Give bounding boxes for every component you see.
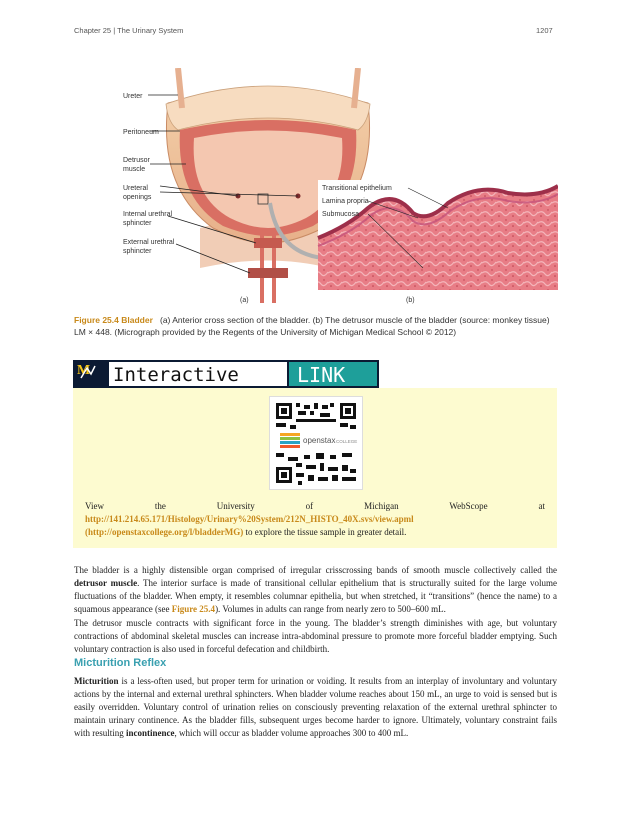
banner-word: Interactive	[113, 364, 239, 386]
paragraph-3	[74, 675, 557, 740]
p3-text-a: is a less-often used, but proper term for urination or voiding. It results from an interplay of involuntary and voluntary actions by the internal and external urethral sphincters. When bladder volume reaches about 150 mL, an urge to void is sensed but is easily overridden. Voluntary control of urination relies on consciously preventing relaxation of the external urethral sphincter to maintain urinary continence. As the bladder fills, subsequent urges become harder to ignore. Ultimately, voluntary constraint fails with resulting	[74, 676, 557, 738]
p3-text-b: , which will occur as bladder volume approaches 300 to 400 mL.	[174, 728, 409, 738]
qr-code[interactable]	[269, 396, 363, 490]
running-header: Chapter 25 | The Urinary System	[74, 26, 184, 35]
label-internal: Internal urethral	[123, 211, 173, 218]
label-ureter: Ureter	[123, 93, 143, 100]
michigan-logo-icon: M	[77, 363, 91, 378]
label-lamina: Lamina propria	[322, 198, 369, 205]
term-incontinence: incontinence	[126, 728, 175, 738]
page-number: 1207	[536, 26, 553, 35]
p1-text-b: . The interior surface is made of transitional cellular epithelium that is structurally suited for the large volume fluctuations of the bladder. When empty, it resembles columnar epithelia, but when stretched, it “transitions” (hence the name) to a squamous appearance (see	[74, 578, 557, 614]
caption-text: (a) Anterior cross section of the bladder. (b) The detrusor muscle of the bladder (source: monkey tissue) LM × 448. (Micrograph provided by the Regents of the University of Michigan Medical School © 2012)	[74, 315, 550, 337]
label-submucosa: Submucosa	[322, 211, 359, 218]
p1-text-c: ). Volumes in adults can range from nearly zero to 500–600 mL.	[215, 604, 446, 614]
webscope-link[interactable]: http://141.214.65.171/Histology/Urinary%20System/212N_HISTO_40X.svs/view.apml	[85, 514, 414, 524]
label-ureteral-2: openings	[123, 194, 152, 201]
term-micturition: Micturition	[74, 676, 119, 686]
paragraph-2: The detrusor muscle contracts with significant force in the young. The bladder’s strength diminishes with age, but voluntary contractions of abdominal skeletal muscles can increase intra-abdominal pressure to promote more forceful bladder emptying. Such voluntary contraction is also used in forceful defecation and childbirth.	[74, 618, 557, 654]
interactive-link-banner	[73, 360, 379, 388]
ureter-left	[178, 68, 182, 108]
internal-sphincter	[254, 238, 282, 248]
interactive-text	[85, 500, 545, 539]
ureter-right	[354, 68, 358, 108]
bladder-figure	[118, 68, 558, 308]
paragraph-1	[74, 564, 557, 616]
label-ureteral: Ureteral	[123, 185, 148, 192]
label-internal-2: sphincter	[123, 220, 152, 227]
qr-brand: openstax	[303, 436, 336, 445]
short-link[interactable]: (http://openstaxcollege.org/l/bladderMG)	[85, 527, 244, 537]
qr-brand-suffix: COLLEGE	[336, 439, 358, 444]
section-heading: Micturition Reflex	[74, 657, 167, 669]
panel-label-b: (b)	[406, 297, 415, 304]
figure-caption	[74, 314, 558, 338]
label-external: External urethral	[123, 239, 175, 246]
label-transitional: Transitional epithelium	[322, 185, 392, 192]
label-detrusor-2: muscle	[123, 166, 146, 173]
micrograph	[318, 180, 558, 290]
panel-label-a: (a)	[240, 297, 249, 304]
figure-reference-link[interactable]: Figure 25.4	[171, 604, 216, 614]
p1-text-a: The bladder is a highly distensible organ comprised of irregular crisscrossing bands of smooth muscle collectively called the	[74, 565, 557, 575]
banner-link-word: LINK	[297, 363, 346, 387]
external-sphincter	[248, 268, 288, 278]
label-detrusor: Detrusor	[123, 157, 150, 164]
label-external-2: sphincter	[123, 248, 152, 255]
interactive-text-before: View the University of Michigan WebScope at	[85, 501, 545, 511]
label-peritoneum: Peritoneum	[123, 129, 159, 136]
interactive-text-after: to explore the tissue sample in greater detail.	[243, 527, 407, 537]
term-detrusor: detrusor muscle	[74, 578, 138, 588]
caption-title: Figure 25.4 Bladder	[74, 315, 153, 325]
